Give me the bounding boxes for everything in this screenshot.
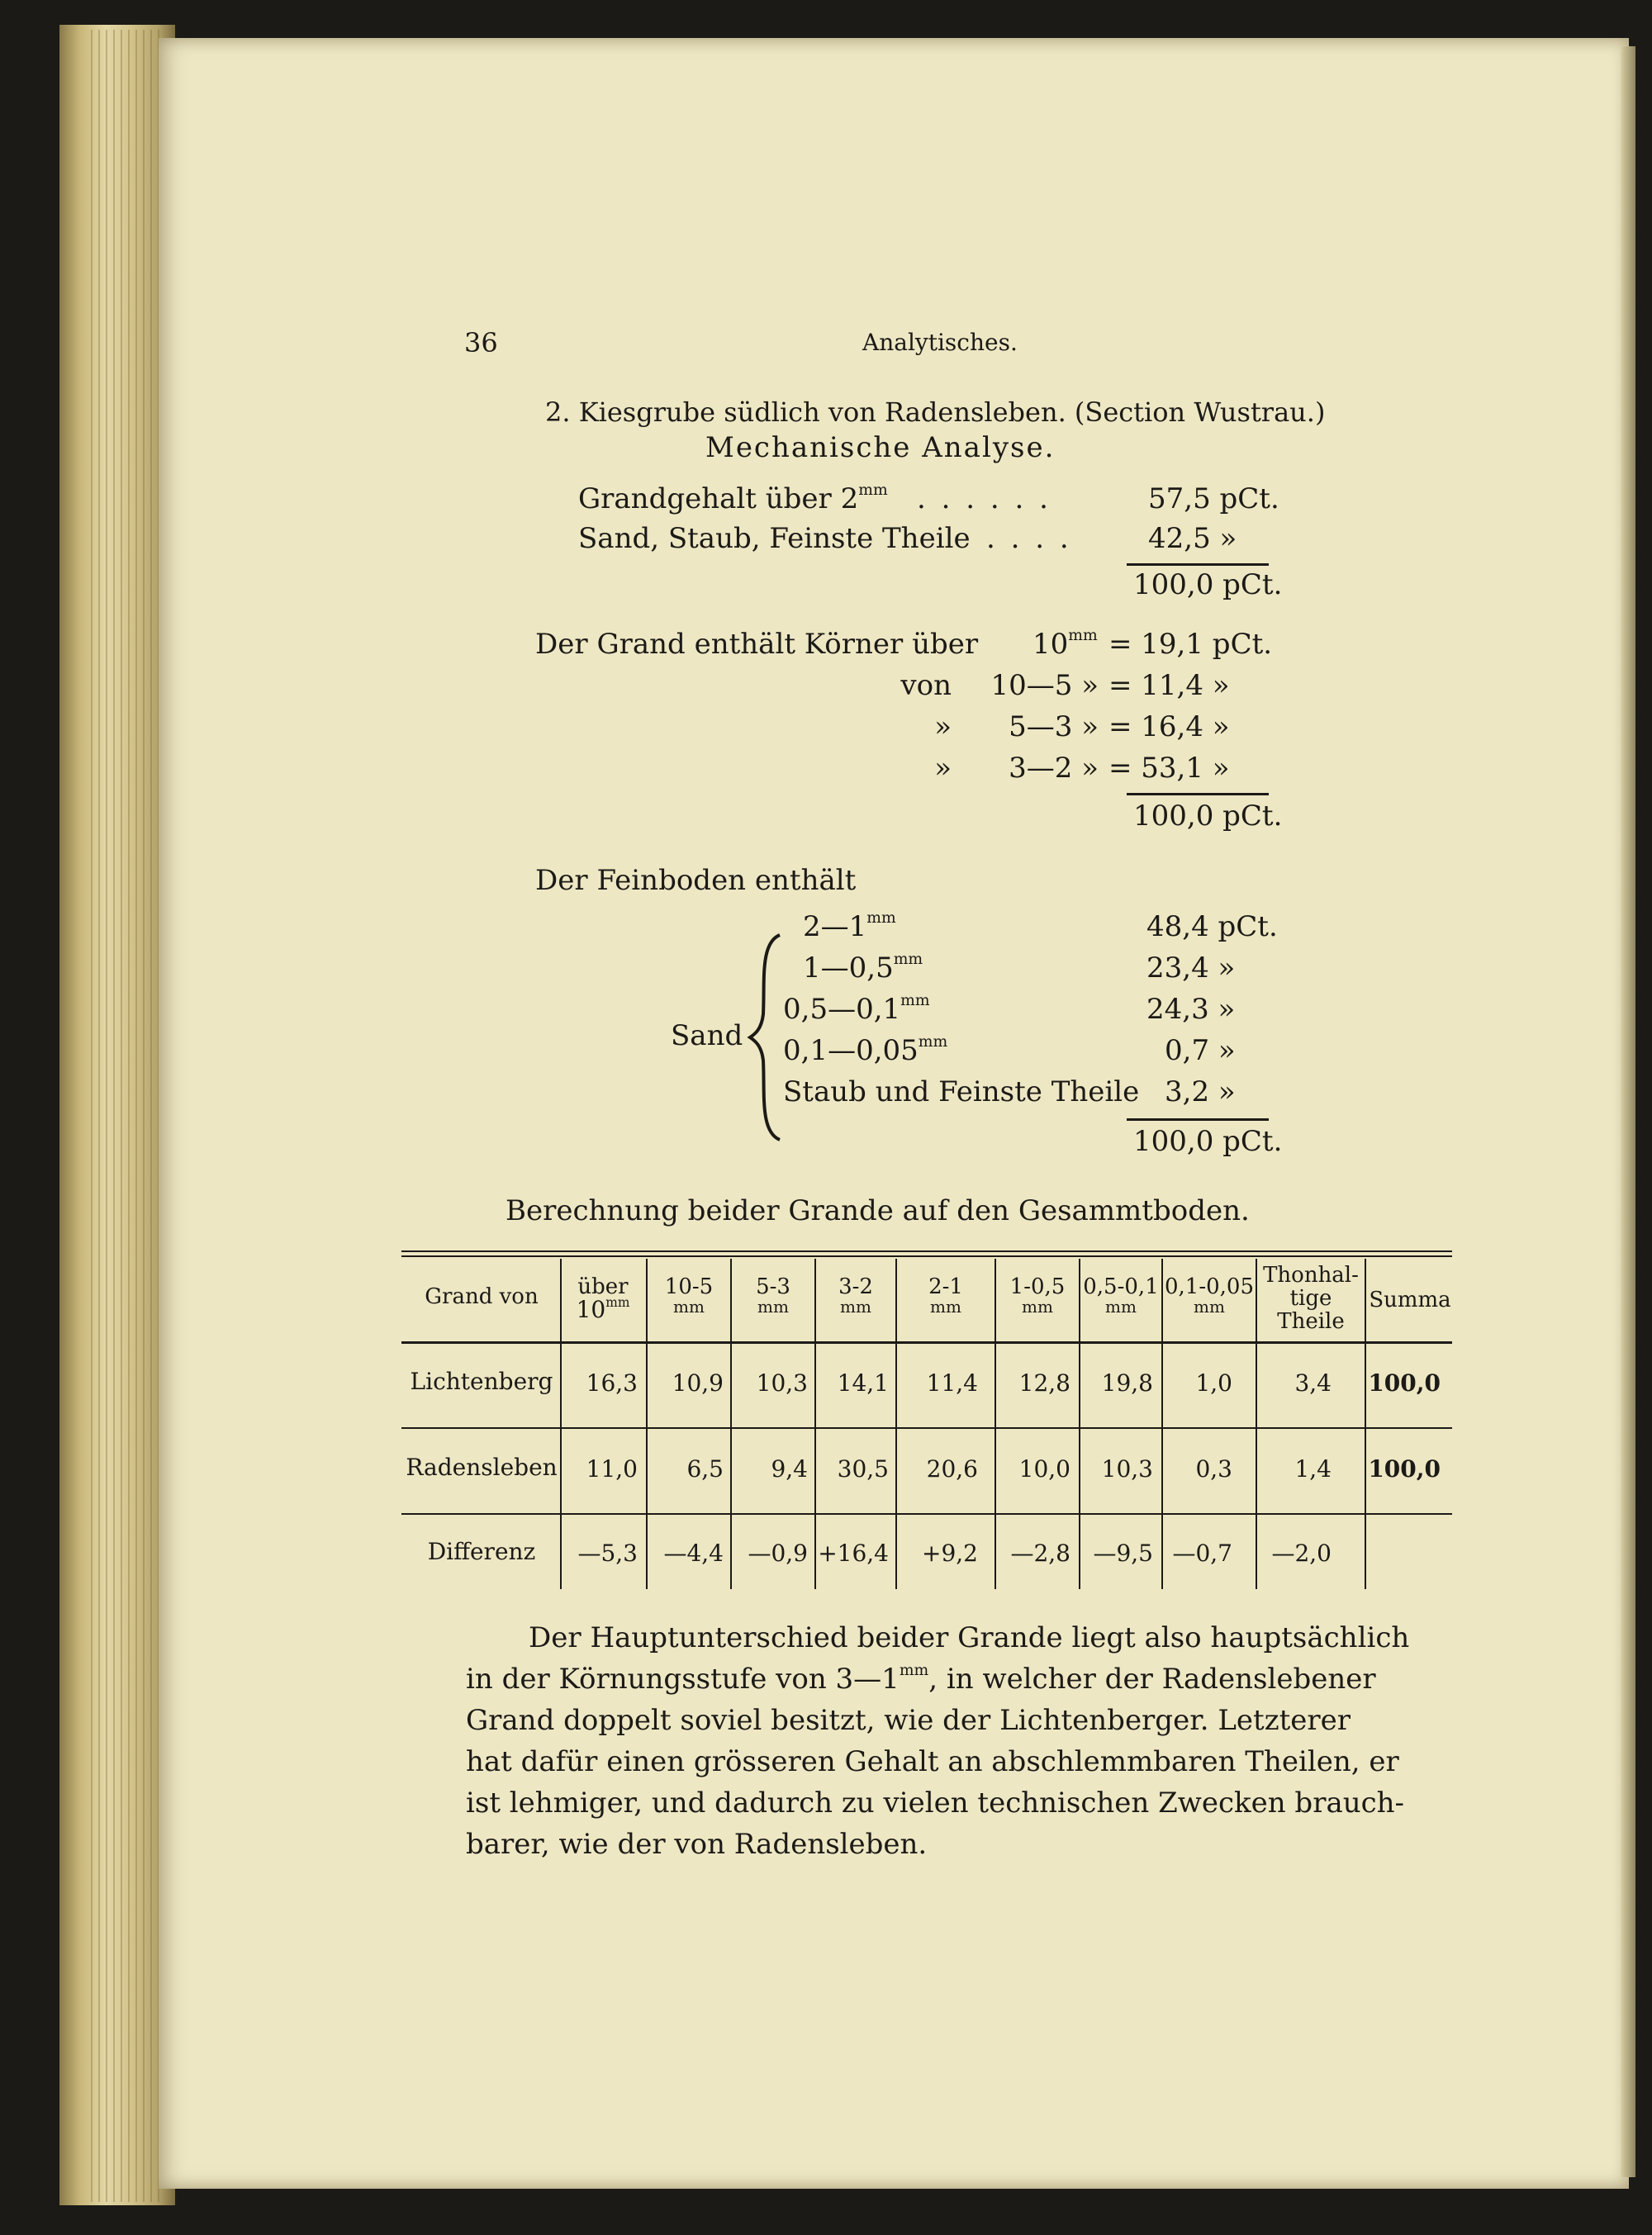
mech-sum-rule [1127,563,1269,566]
fein-row-value: 3,2 » [1165,1075,1236,1108]
fein-row-value: 23,4 » [1146,951,1236,985]
grand-row-value: = 11,4 » [1108,669,1230,702]
table-cell: —2,0 [1271,1540,1332,1567]
paragraph-line: Grand doppelt soviel besitzt, wie der Lichtenberger. Letzterer [466,1704,1351,1737]
table-cell: —9,5 [1093,1540,1153,1567]
grand-sum-rule [1127,793,1269,795]
table-cell: —5,3 [577,1540,638,1567]
table-cell: 3,4 [1294,1369,1332,1397]
paragraph-line: hat dafür einen grösseren Gehalt an abschlemmbaren Theilen, er [466,1745,1399,1778]
body-paragraph [466,1617,1410,1865]
table-cell: 16,3 [586,1369,638,1397]
table-cell: 1,0 [1195,1369,1232,1397]
mech-row-value: 57,5 pCt. [1148,482,1279,515]
grand-intro: Der Grand enthält Körner über [535,628,979,661]
table-cell: —0,7 [1172,1540,1232,1567]
paragraph-line: ist lehmiger, und dadurch zu vielen technischen Zwecken brauch- [466,1787,1405,1820]
mech-row-dots: . . . . . . [917,482,1051,515]
fein-row-label: $0,1—0,05^{mm}$ [783,1033,948,1067]
section-title: 2. Kiesgrube südlich von Radensleben. (Section Wustrau.) [545,396,1326,428]
table-cell: 11,0 [586,1455,638,1483]
mech-heading: Mechanische Analyse. [705,431,1056,464]
grand-total: 100,0 pCt. [1133,800,1283,833]
table-header-col: über $10^{mm}$ [576,1274,630,1323]
fein-row-label: $2—1^{mm}$ [803,909,896,943]
table-row-label: Radensleben [406,1454,558,1481]
mech-row-label: Grandgehalt über $2^{mm}$ [578,482,888,515]
table-cell: +9,2 [922,1540,978,1567]
paragraph-line: barer, wie der von Radensleben. [466,1828,928,1861]
mech-total: 100,0 pCt. [1133,568,1283,601]
table-cell: —2,8 [1010,1540,1070,1567]
grand-row-prefix: von [900,669,952,702]
table-caption: Berechnung beider Grande auf den Gesammtboden. [506,1194,1250,1227]
fein-row-label: $0,5—0,1^{mm}$ [783,992,930,1026]
table-cell: 30,5 [837,1455,889,1483]
book-page [159,38,1629,2189]
running-head: Analytisches. [862,329,1018,356]
table-cell: 20,6 [926,1455,978,1483]
page-number: 36 [464,327,498,358]
grand-row-range: 5—3 » [1009,710,1099,743]
fein-sum-rule [1127,1118,1269,1121]
sand-label: Sand [671,1019,743,1052]
table-header-summa: Summa [1369,1288,1451,1312]
grand-row-range: 10—5 » [990,669,1099,702]
table-row-label: Differenz [427,1538,536,1565]
table-cell: 12,8 [1018,1369,1070,1397]
grand-row-value: = 53,1 » [1108,752,1230,785]
table-cell: —0,9 [748,1540,808,1567]
table-cell: 9,4 [771,1455,808,1483]
table-header-col: 1-0,5 mm [1009,1274,1066,1317]
mech-row-dots: . . . . [986,522,1072,555]
table-top-rule-2 [401,1255,1452,1257]
paragraph-line: Der Hauptunterschied beider Grande liegt also hauptsächlich [529,1621,1410,1654]
table-cell: 0,3 [1195,1455,1232,1483]
table-row-rule [401,1427,1452,1429]
table-row-rule [401,1513,1452,1515]
grand-first-size: $10^{mm}$ [1032,627,1098,661]
table-header-grand-von: Grand von [425,1284,539,1309]
table-cell: 10,3 [1101,1455,1153,1483]
fein-row-value: 0,7 » [1165,1034,1236,1067]
page-right-edge [1621,46,1635,2177]
table-cell: 1,4 [1294,1455,1332,1483]
fein-row-label: $1—0,5^{mm}$ [803,951,923,985]
sand-brace [747,932,785,1143]
table-cell-summa: 100,0 [1368,1455,1441,1483]
grand-row-value: = 16,4 » [1108,710,1230,743]
mech-row-value: 42,5 » [1148,522,1237,555]
fein-row-value: 48,4 pCt. [1146,910,1278,943]
fein-total: 100,0 pCt. [1133,1125,1283,1158]
table-header-rule [401,1341,1452,1344]
page-stack-lines [91,30,165,2202]
mech-row-label: Sand, Staub, Feinste Theile [578,522,971,555]
table-header-col: 2-1 mm [928,1274,963,1317]
table-header-col: 3-2 mm [838,1274,873,1317]
table-top-rule-1 [401,1250,1452,1252]
table-cell-summa: 100,0 [1368,1369,1441,1397]
table-cell: 10,9 [672,1369,724,1397]
table-cell: 10,3 [756,1369,808,1397]
feinboden-intro: Der Feinboden enthält [535,864,857,897]
table-row-label: Lichtenberg [410,1368,553,1395]
table-cell: —4,4 [663,1540,724,1567]
table-header-col: Thonhal- tige Theile [1263,1263,1359,1334]
table-header-col: 10-5 mm [664,1274,714,1317]
table-header-col: 0,1-0,05 mm [1164,1274,1255,1317]
grand-row-prefix: » [934,752,952,785]
table-cell: 14,1 [837,1369,889,1397]
grand-first-value: = 19,1 pCt. [1108,628,1273,661]
table-header-col: 0,5-0,1 mm [1083,1274,1159,1317]
table-cell: 10,0 [1018,1455,1070,1483]
table-cell: 11,4 [926,1369,978,1397]
table-cell: +16,4 [818,1540,889,1567]
table-header-col: 5-3 mm [756,1274,790,1317]
fein-row-label: Staub und Feinste Theile [783,1075,1140,1108]
grand-row-range: 3—2 » [1009,752,1099,785]
table-cell: 19,8 [1101,1369,1153,1397]
table-cell: 6,5 [686,1455,724,1483]
fein-row-value: 24,3 » [1146,993,1236,1026]
paragraph-line: in der Körnungsstufe von $3—1^{mm}$, in welcher der Radenslebener [466,1662,1376,1696]
grand-row-prefix: » [934,710,952,743]
